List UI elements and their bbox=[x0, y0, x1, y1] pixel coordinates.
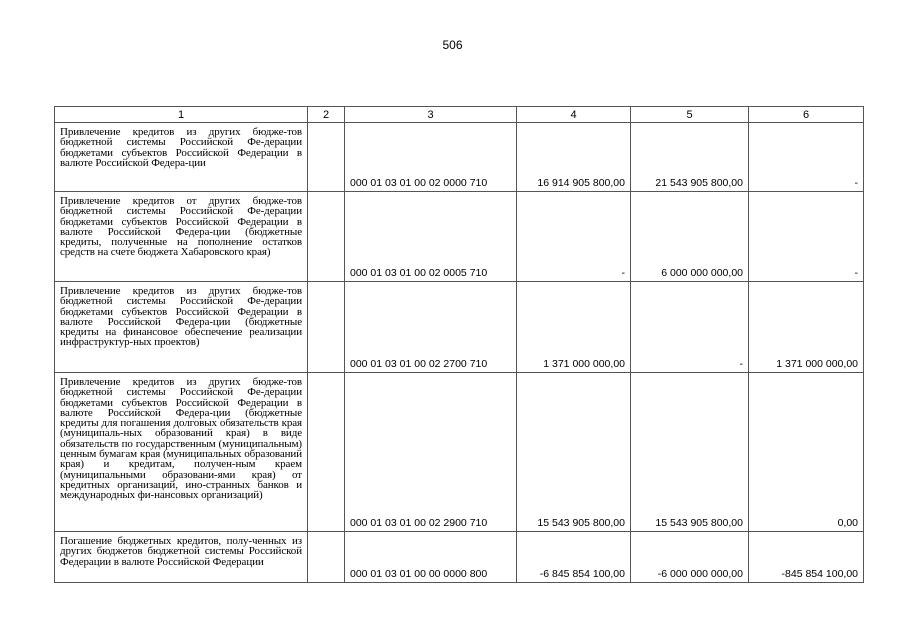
page-number: 506 bbox=[442, 38, 463, 52]
row-value-col4: 16 914 905 800,00 bbox=[517, 123, 631, 192]
row-description: Привлечение кредитов из других бюдже-тов бюджетной системы Российской Фе-дерации бюджетами субъектов Российской Федерации в валюте Российской Федера-ции (бюджетные кредиты на финансовое обеспечение реализации инфраструктур-ных проектов) bbox=[55, 282, 308, 373]
row-description: Погашение бюджетных кредитов, полу-ченных из других бюджетов бюджетной системы Российской Федерации в валюте Российской Федерации bbox=[55, 532, 308, 583]
row-value-col5: 6 000 000 000,00 bbox=[631, 192, 749, 282]
row-code: 000 01 03 01 00 02 0005 710 bbox=[345, 192, 517, 282]
column-header: 3 bbox=[345, 107, 517, 123]
table-row bbox=[55, 192, 864, 282]
row-col2 bbox=[308, 373, 345, 532]
row-col2 bbox=[308, 123, 345, 192]
row-value-col5: 21 543 905 800,00 bbox=[631, 123, 749, 192]
row-code: 000 01 03 01 00 02 2700 710 bbox=[345, 282, 517, 373]
row-value-col4: 1 371 000 000,00 bbox=[517, 282, 631, 373]
row-col2 bbox=[308, 282, 345, 373]
table-row bbox=[55, 373, 864, 532]
row-value-col5: - bbox=[631, 282, 749, 373]
table-row bbox=[55, 532, 864, 583]
row-value-col6: - bbox=[749, 123, 864, 192]
row-description: Привлечение кредитов от других бюдже-тов бюджетной системы Российской Фе-дерации бюджетами субъектов Российской Федерации в валюте Российской Федера-ции (бюджетные кредиты, полученные на пополнение остатков средств на счете бюджета Хабаровского края) bbox=[55, 192, 308, 282]
row-col2 bbox=[308, 532, 345, 583]
table-row bbox=[55, 123, 864, 192]
table-row bbox=[55, 282, 864, 373]
table-header-row bbox=[55, 107, 864, 123]
row-code: 000 01 03 01 00 02 2900 710 bbox=[345, 373, 517, 532]
budget-table bbox=[54, 106, 864, 583]
column-header: 6 bbox=[749, 107, 864, 123]
row-value-col6: - bbox=[749, 192, 864, 282]
row-col2 bbox=[308, 192, 345, 282]
row-value-col6: -845 854 100,00 bbox=[749, 532, 864, 583]
row-value-col4: -6 845 854 100,00 bbox=[517, 532, 631, 583]
row-value-col4: - bbox=[517, 192, 631, 282]
row-value-col6: 0,00 bbox=[749, 373, 864, 532]
column-header: 2 bbox=[308, 107, 345, 123]
row-description: Привлечение кредитов из других бюдже-тов бюджетной системы Российской Фе-дерации бюджетами субъектов Российской Федерации в валюте Российской Федера-ции (бюджетные кредиты для погашения долговых обязательств края (муниципаль-ных образований края) в виде обязательств по государственным (муниципальным) ценным бумагам края (муниципальных образований края) и кредитам, получен-ным краем (муниципальными образовани-ями края) от кредитных организаций, ино-странных банков и международных фи-нансовых организаций) bbox=[55, 373, 308, 532]
column-header: 4 bbox=[517, 107, 631, 123]
row-value-col6: 1 371 000 000,00 bbox=[749, 282, 864, 373]
row-value-col5: 15 543 905 800,00 bbox=[631, 373, 749, 532]
row-value-col5: -6 000 000 000,00 bbox=[631, 532, 749, 583]
row-code: 000 01 03 01 00 00 0000 800 bbox=[345, 532, 517, 583]
column-header: 5 bbox=[631, 107, 749, 123]
row-value-col4: 15 543 905 800,00 bbox=[517, 373, 631, 532]
row-description: Привлечение кредитов из других бюдже-тов бюджетной системы Российской Фе-дерации бюджетами субъектов Российской Федерации в валюте Российской Федера-ции bbox=[55, 123, 308, 192]
row-code: 000 01 03 01 00 02 0000 710 bbox=[345, 123, 517, 192]
column-header: 1 bbox=[55, 107, 308, 123]
